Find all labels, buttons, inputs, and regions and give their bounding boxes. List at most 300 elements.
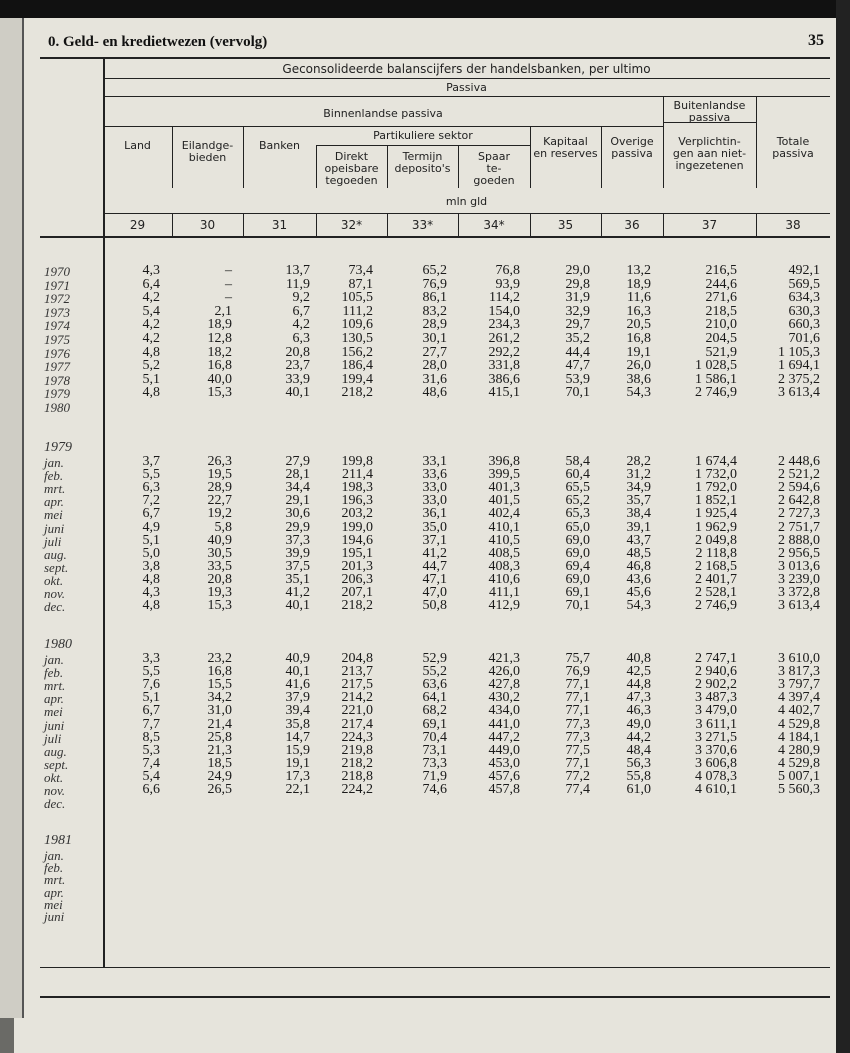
table-cell: 35,0 xyxy=(422,519,447,535)
table-cell: 5 007,1 xyxy=(778,768,820,784)
table-cell: 30,1 xyxy=(422,331,447,346)
table-cell: 69,0 xyxy=(565,545,590,561)
table-cell: 53,9 xyxy=(565,371,590,387)
table-cell: 2 118,8 xyxy=(695,545,737,561)
table-cell: 4,8 xyxy=(142,598,160,614)
table-cell: 2 049,8 xyxy=(695,532,737,548)
table-cell: 77,4 xyxy=(565,782,590,797)
table-cell: 2 746,9 xyxy=(695,385,737,401)
table-cell: 221,0 xyxy=(341,703,373,719)
table-cell: 13,2 xyxy=(626,263,651,278)
table-cell: 21,3 xyxy=(207,742,232,758)
table-cell: 261,2 xyxy=(488,331,520,346)
table-cell: 15,5 xyxy=(207,677,232,693)
group-passiva: Passiva xyxy=(446,81,487,94)
table-cell: 24,9 xyxy=(207,768,232,784)
table-cell: 492,1 xyxy=(788,263,820,278)
table-cell: 412,9 xyxy=(488,598,520,614)
table-cell: 64,1 xyxy=(422,690,447,706)
table-cell: 69,4 xyxy=(565,558,590,574)
table-cell: 5,1 xyxy=(142,371,160,387)
column-number: 32* xyxy=(340,218,363,232)
table-cell: 20,8 xyxy=(207,571,232,587)
table-cell: 130,5 xyxy=(341,331,373,346)
table-cell: 63,6 xyxy=(422,677,447,693)
table-cell: 52,9 xyxy=(422,651,447,666)
table-cell: 55,2 xyxy=(422,664,447,680)
table-title: Geconsolideerde balanscijfers der handelsbanken, per ultimo xyxy=(282,62,651,76)
table-cell: 1 852,1 xyxy=(695,493,737,509)
table-cell: 8,5 xyxy=(142,729,160,745)
table-cell: 4,8 xyxy=(142,385,160,401)
column-number: 36 xyxy=(624,218,640,232)
rule xyxy=(40,57,830,59)
table-cell: 43,6 xyxy=(626,571,651,587)
rule xyxy=(40,236,830,238)
table-cell: 17,3 xyxy=(285,768,310,784)
table-cell: 54,3 xyxy=(626,598,651,614)
table-cell: 4 529,8 xyxy=(778,755,820,771)
table-cell: 2 528,1 xyxy=(695,585,737,600)
table-cell: 5,8 xyxy=(214,519,232,535)
column-number: 34* xyxy=(483,218,505,232)
row-label: jan. xyxy=(44,652,64,667)
table-cell: 40,1 xyxy=(285,598,310,614)
table-cell: 2 940,6 xyxy=(695,664,737,680)
table-cell: 5,1 xyxy=(142,532,160,548)
table-cell: 206,3 xyxy=(341,571,373,587)
rule xyxy=(40,967,830,968)
table-cell: 3,7 xyxy=(142,454,160,469)
row-label: sept. xyxy=(44,559,69,575)
table-cell: 2 401,7 xyxy=(695,571,737,587)
table-cell: 35,8 xyxy=(285,716,310,732)
table-cell: 65,5 xyxy=(565,480,590,496)
row-label: 1973 xyxy=(44,304,70,320)
table-cell: 292,2 xyxy=(488,344,520,360)
table-cell: 44,7 xyxy=(422,558,447,574)
table-cell: 453,0 xyxy=(488,755,520,771)
table-cell: 447,2 xyxy=(488,729,520,745)
table-cell: 34,9 xyxy=(626,480,651,496)
column-number: 29 xyxy=(129,218,146,232)
table-cell: 415,1 xyxy=(488,385,520,401)
table-cell: 399,5 xyxy=(488,467,520,483)
table-cell: 38,6 xyxy=(626,371,651,387)
table-cell: 32,9 xyxy=(565,303,590,319)
unit-label: mln gld xyxy=(445,195,488,208)
table-cell: 36,1 xyxy=(422,506,447,522)
column-header: Totale passiva xyxy=(772,135,814,160)
table-cell: 45,6 xyxy=(626,585,651,600)
table-cell: 1 732,0 xyxy=(695,467,737,483)
table-cell: 3 613,4 xyxy=(778,385,820,401)
column-header: Overige passiva xyxy=(610,135,654,160)
table-cell: 204,8 xyxy=(341,651,373,666)
table-cell: – xyxy=(225,276,232,292)
table-cell: 3,3 xyxy=(142,651,160,666)
table-cell: 68,2 xyxy=(422,703,447,719)
table-cell: 27,9 xyxy=(285,454,310,469)
table-cell: 4 280,9 xyxy=(778,742,820,758)
column-number: 33* xyxy=(411,218,434,232)
table-cell: 2 888,0 xyxy=(778,532,820,548)
table-cell: 70,1 xyxy=(565,598,590,614)
table-cell: 33,1 xyxy=(422,454,447,469)
table-cell: 201,3 xyxy=(341,558,373,574)
table-cell: 109,6 xyxy=(341,317,373,333)
table-cell: 69,0 xyxy=(565,532,590,548)
table-cell: 16,3 xyxy=(626,303,651,319)
table-cell: 4,8 xyxy=(142,344,160,360)
table-cell: 33,9 xyxy=(285,371,310,387)
table-cell: 430,2 xyxy=(488,690,520,706)
table-cell: 218,2 xyxy=(341,598,373,614)
table-cell: 37,5 xyxy=(285,558,310,574)
table-cell: 5,0 xyxy=(142,545,160,561)
table-cell: 7,4 xyxy=(142,755,160,771)
table-cell: 449,0 xyxy=(488,742,520,758)
table-cell: 195,1 xyxy=(341,545,373,561)
row-label: juli xyxy=(44,730,62,746)
rule xyxy=(103,213,830,214)
row-label: mrt. xyxy=(44,678,66,694)
table-cell: 3 013,6 xyxy=(778,558,820,574)
table-cell: 83,2 xyxy=(422,303,447,319)
table-cell: 5 560,3 xyxy=(778,782,820,797)
row-label: feb. xyxy=(44,860,64,876)
row-label: okt. xyxy=(44,769,64,785)
table-cell: 421,3 xyxy=(488,651,520,666)
rule xyxy=(243,126,244,188)
table-cell: 224,2 xyxy=(341,782,373,797)
table-cell: 47,7 xyxy=(565,358,590,374)
table-cell: 26,5 xyxy=(207,782,232,797)
table-cell: 31,2 xyxy=(626,467,651,483)
table-cell: 48,5 xyxy=(626,545,651,561)
table-cell: 6,7 xyxy=(292,303,310,319)
table-cell: 39,9 xyxy=(285,545,310,561)
rule xyxy=(103,126,663,127)
table-cell: 65,3 xyxy=(565,506,590,522)
table-cell: 30,6 xyxy=(285,506,310,522)
table-cell: 29,0 xyxy=(565,263,590,278)
table-cell: 4,8 xyxy=(142,571,160,587)
table-cell: 19,1 xyxy=(285,755,310,771)
table-cell: 2 956,5 xyxy=(778,545,820,561)
table-cell: 401,3 xyxy=(488,480,520,496)
row-label: 1970 xyxy=(44,264,70,279)
table-cell: 16,8 xyxy=(207,664,232,680)
table-cell: 3 817,3 xyxy=(778,664,820,680)
row-label: mrt. xyxy=(44,481,66,497)
row-label: apr. xyxy=(44,494,64,510)
table-cell: 42,5 xyxy=(626,664,651,680)
table-cell: 199,4 xyxy=(341,371,373,387)
table-cell: 5,4 xyxy=(142,768,160,784)
table-cell: 25,8 xyxy=(207,729,232,745)
row-label: 1975 xyxy=(44,332,70,347)
table-cell: 114,2 xyxy=(489,290,520,306)
table-cell: 196,3 xyxy=(341,493,373,509)
table-cell: 56,3 xyxy=(626,755,651,771)
table-cell: 4,2 xyxy=(142,290,160,306)
table-cell: 60,4 xyxy=(565,467,590,483)
table-cell: 5,1 xyxy=(142,690,160,706)
column-number: 35 xyxy=(557,218,574,232)
table-cell: 634,3 xyxy=(788,290,820,306)
row-label: juni xyxy=(44,717,65,733)
row-label: 1980 xyxy=(44,400,70,415)
table-cell: 40,0 xyxy=(207,371,232,387)
table-cell: 218,5 xyxy=(705,303,737,319)
table-cell: 521,9 xyxy=(705,344,737,360)
table-cell: 5,4 xyxy=(142,303,160,319)
table-cell: 194,6 xyxy=(341,532,373,548)
table-cell: 271,6 xyxy=(705,290,737,306)
table-cell: 37,3 xyxy=(285,532,310,548)
table-cell: 77,5 xyxy=(565,742,590,758)
table-cell: 61,0 xyxy=(626,782,651,797)
row-label: mei xyxy=(44,896,63,912)
group-buitenlandse-passiva: Buitenlandse passiva xyxy=(673,99,746,124)
row-label: okt. xyxy=(44,572,64,588)
row-label: dec. xyxy=(44,796,66,812)
table-cell: 44,8 xyxy=(626,677,651,693)
table-cell: 35,2 xyxy=(565,331,590,346)
table-cell: 219,8 xyxy=(341,742,373,758)
row-label: 1972 xyxy=(44,291,70,307)
table-cell: 2 751,7 xyxy=(778,519,820,535)
table-cell: 20,8 xyxy=(285,344,310,360)
table-cell: 411,1 xyxy=(489,585,520,600)
table-cell: 3 797,7 xyxy=(778,677,820,693)
table-cell: 77,3 xyxy=(565,716,590,732)
rule xyxy=(103,96,830,97)
row-label: aug. xyxy=(44,743,67,759)
table-cell: 55,8 xyxy=(626,768,651,784)
table-cell: 5,3 xyxy=(142,742,160,758)
column-number: 31 xyxy=(271,218,288,232)
table-cell: 75,7 xyxy=(565,651,590,666)
table-cell: 15,9 xyxy=(285,742,310,758)
table-cell: 15,3 xyxy=(207,598,232,614)
table-cell: 2 746,9 xyxy=(695,598,737,614)
table-cell: 76,8 xyxy=(495,263,520,278)
table-cell: 23,2 xyxy=(207,651,232,666)
table-cell: 65,0 xyxy=(565,519,590,535)
table-cell: 58,4 xyxy=(565,454,590,469)
row-label: 1976 xyxy=(44,345,70,361)
table-cell: 4 610,1 xyxy=(695,782,737,797)
table-cell: 3 370,6 xyxy=(695,742,737,758)
table-cell: 47,0 xyxy=(422,585,447,600)
column-header: Verplichtin- gen aan niet- ingezetenen xyxy=(672,135,747,172)
table-cell: 4,3 xyxy=(142,263,160,278)
table-cell: 39,4 xyxy=(285,703,310,719)
table-cell: 386,6 xyxy=(488,371,520,387)
table-cell: 204,5 xyxy=(705,331,737,346)
table-cell: 6,4 xyxy=(142,276,160,292)
rule xyxy=(103,78,830,79)
table-cell: 12,8 xyxy=(207,331,232,346)
table-cell: 27,7 xyxy=(422,344,447,360)
table-cell: 210,0 xyxy=(705,317,737,333)
table-cell: 569,5 xyxy=(788,276,820,292)
table-cell: 1 792,0 xyxy=(695,480,737,496)
table-cell: 41,6 xyxy=(285,677,310,693)
table-cell: 37,1 xyxy=(422,532,447,548)
table-cell: 69,1 xyxy=(422,716,447,732)
row-label: apr. xyxy=(44,691,64,707)
table-cell: 3 271,5 xyxy=(695,729,737,745)
table-cell: 77,2 xyxy=(565,768,590,784)
table-cell: 410,5 xyxy=(488,532,520,548)
row-label: 1979 xyxy=(44,386,70,402)
table-cell: 73,1 xyxy=(422,742,447,758)
page-number: 35 xyxy=(808,32,824,49)
table-cell: 154,0 xyxy=(488,303,520,319)
table-cell: 218,2 xyxy=(341,755,373,771)
table-cell: 5,2 xyxy=(142,358,160,374)
table-cell: 5,5 xyxy=(142,664,160,680)
block-heading: 1980 xyxy=(44,637,72,652)
table-cell: 1 694,1 xyxy=(778,358,820,374)
table-cell: 86,1 xyxy=(422,290,447,306)
table-cell: 18,2 xyxy=(207,344,232,360)
table-cell: 69,1 xyxy=(565,585,590,600)
table-cell: 37,9 xyxy=(285,690,310,706)
table-cell: 3 606,8 xyxy=(695,755,737,771)
row-label: 1978 xyxy=(44,372,70,388)
table-cell: 7,7 xyxy=(142,716,160,732)
table-cell: 3 479,0 xyxy=(695,703,737,719)
table-cell: 457,8 xyxy=(488,782,520,797)
table-cell: 2 594,6 xyxy=(778,480,820,496)
table-cell: 34,4 xyxy=(285,480,310,496)
table-cell: 65,2 xyxy=(422,263,447,278)
table-cell: 23,7 xyxy=(285,358,310,374)
table-cell: 48,4 xyxy=(626,742,651,758)
table-cell: 457,6 xyxy=(488,768,520,784)
table-cell: 396,8 xyxy=(488,454,520,469)
table-cell: 38,4 xyxy=(626,506,651,522)
table-cell: 77,3 xyxy=(565,729,590,745)
table-cell: 33,0 xyxy=(422,493,447,509)
table-cell: 18,9 xyxy=(626,276,651,292)
table-cell: 427,8 xyxy=(488,677,520,693)
table-cell: 73,4 xyxy=(348,263,373,278)
column-header: Eilandge- bieden xyxy=(181,139,234,164)
table-cell: 198,3 xyxy=(341,480,373,496)
row-label: nov. xyxy=(44,783,66,798)
table-cell: 77,1 xyxy=(565,703,590,719)
table-cell: 13,7 xyxy=(285,263,310,278)
table-cell: 211,4 xyxy=(342,467,373,483)
row-label: feb. xyxy=(44,665,64,681)
table-cell: 70,4 xyxy=(422,729,447,745)
column-header: Land xyxy=(124,139,151,152)
table-cell: 5,5 xyxy=(142,467,160,483)
table-cell: 2 747,1 xyxy=(695,651,737,666)
table-cell: 11,6 xyxy=(627,290,651,306)
table-cell: – xyxy=(225,290,232,306)
table-cell: 1 962,9 xyxy=(695,519,737,535)
column-header: Termijn deposito's xyxy=(394,150,451,175)
table-cell: 2 168,5 xyxy=(695,558,737,574)
table-cell: 26,3 xyxy=(207,454,232,469)
table-cell: 408,3 xyxy=(488,558,520,574)
table-cell: 217,5 xyxy=(341,677,373,693)
table-cell: 93,9 xyxy=(495,276,520,292)
table-cell: 49,0 xyxy=(626,716,651,732)
row-label: mei xyxy=(44,507,63,523)
row-label: juni xyxy=(44,909,65,924)
table-cell: 74,6 xyxy=(422,782,447,797)
row-label: juli xyxy=(44,533,62,549)
column-number: 38 xyxy=(785,218,801,232)
table-cell: 46,3 xyxy=(626,703,651,719)
table-cell: 40,1 xyxy=(285,385,310,401)
table-cell: 426,0 xyxy=(488,664,520,680)
table-cell: 77,1 xyxy=(565,677,590,693)
table-cell: 19,3 xyxy=(207,585,232,600)
table-cell: 19,2 xyxy=(207,506,232,522)
column-header: Direkt opeisbare tegoeden xyxy=(324,150,379,187)
table-cell: 111,2 xyxy=(342,303,373,319)
table-cell: 19,1 xyxy=(626,344,651,360)
table-cell: 21,4 xyxy=(207,716,232,732)
table-cell: 39,1 xyxy=(626,519,651,535)
table-cell: 6,6 xyxy=(142,782,160,797)
table-cell: 2 448,6 xyxy=(778,454,820,469)
table-cell: 40,9 xyxy=(207,532,232,548)
row-label: jan. xyxy=(44,455,64,470)
table-cell: 40,8 xyxy=(626,651,651,666)
table-cell: 35,1 xyxy=(285,571,310,587)
table-cell: 73,3 xyxy=(422,755,447,771)
table-cell: 4 402,7 xyxy=(778,703,820,719)
table-cell: 29,9 xyxy=(285,519,310,535)
table-cell: 29,8 xyxy=(565,276,590,292)
table-cell: 401,5 xyxy=(488,493,520,509)
table-cell: 47,1 xyxy=(422,571,447,587)
row-label: 1971 xyxy=(44,277,70,293)
rule xyxy=(40,996,830,998)
table-cell: 3 611,1 xyxy=(695,716,737,732)
table-cell: 6,3 xyxy=(142,480,160,496)
table-cell: 31,0 xyxy=(207,703,232,719)
table-cell: 77,1 xyxy=(565,690,590,706)
row-label: mei xyxy=(44,704,63,720)
table-cell: 203,2 xyxy=(341,506,373,522)
table-cell: 1 674,4 xyxy=(695,454,737,469)
table-cell: 16,8 xyxy=(207,358,232,374)
table-cell: 234,3 xyxy=(488,317,520,333)
table-cell: 40,9 xyxy=(285,651,310,666)
table-cell: 33,6 xyxy=(422,467,447,483)
binding-edge xyxy=(836,0,850,1053)
rule xyxy=(316,145,530,146)
table-cell: 1 028,5 xyxy=(695,358,737,374)
table-cell: 34,2 xyxy=(207,690,232,706)
table-cell: 18,9 xyxy=(207,317,232,333)
table-cell: 44,4 xyxy=(565,344,590,360)
table-cell: 19,5 xyxy=(207,467,232,483)
table-cell: 4,2 xyxy=(292,317,310,333)
table-cell: 15,3 xyxy=(207,385,232,401)
table-cell: 6,7 xyxy=(142,506,160,522)
